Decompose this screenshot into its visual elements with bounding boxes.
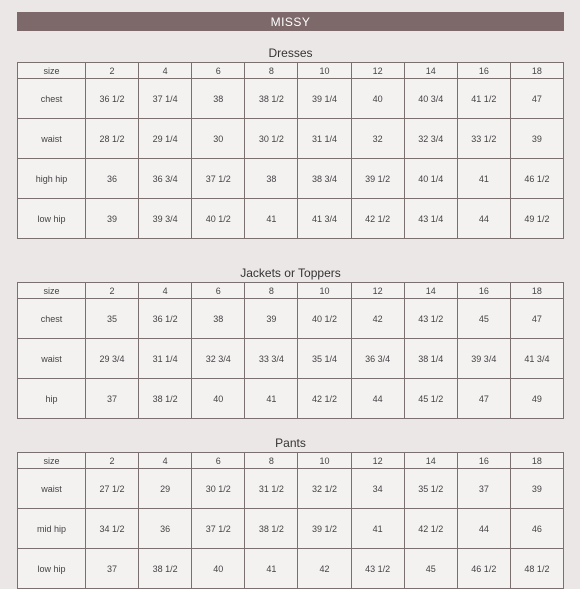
measurement-value: 38 — [245, 159, 298, 199]
measurement-value: 36 — [139, 509, 192, 549]
measurement-value: 42 1/2 — [351, 199, 404, 239]
size-header-cell: 2 — [86, 453, 139, 469]
measurement-label: mid hip — [18, 509, 86, 549]
measurement-value: 49 — [510, 379, 563, 419]
measurement-value: 36 1/2 — [86, 79, 139, 119]
measurement-value: 32 1/2 — [298, 469, 351, 509]
measurement-value: 38 — [192, 299, 245, 339]
measurement-value: 40 — [192, 379, 245, 419]
measurement-value: 36 — [86, 159, 139, 199]
size-header-cell: 2 — [86, 63, 139, 79]
measurement-value: 41 — [245, 199, 298, 239]
measurement-value: 29 — [139, 469, 192, 509]
measurement-value: 42 1/2 — [404, 509, 457, 549]
measurement-value: 33 3/4 — [245, 339, 298, 379]
measurement-value: 36 3/4 — [351, 339, 404, 379]
size-header-cell: 4 — [139, 453, 192, 469]
measurement-value: 39 3/4 — [139, 199, 192, 239]
measurement-value: 36 3/4 — [139, 159, 192, 199]
measurement-value: 38 — [192, 79, 245, 119]
measurement-value: 38 1/4 — [404, 339, 457, 379]
dresses-title: Dresses — [268, 46, 313, 60]
size-header-cell: 10 — [298, 453, 351, 469]
measurement-value: 47 — [457, 379, 510, 419]
size-header-cell: 14 — [404, 283, 457, 299]
measurement-value: 38 1/2 — [245, 509, 298, 549]
measurement-value: 38 3/4 — [298, 159, 351, 199]
measurement-row — [18, 79, 564, 119]
size-header-cell: 4 — [139, 283, 192, 299]
measurement-value: 29 1/4 — [139, 119, 192, 159]
measurement-value: 37 1/2 — [192, 159, 245, 199]
measurement-label: chest — [18, 299, 86, 339]
size-header-cell: 8 — [245, 453, 298, 469]
measurement-value: 49 1/2 — [510, 199, 563, 239]
measurement-label: hip — [18, 379, 86, 419]
measurement-value: 29 3/4 — [86, 339, 139, 379]
measurement-row — [18, 549, 564, 589]
size-header-label: size — [18, 63, 86, 79]
measurement-value: 39 1/2 — [351, 159, 404, 199]
measurement-value: 44 — [457, 199, 510, 239]
size-header-cell: 8 — [245, 283, 298, 299]
measurement-value: 32 3/4 — [404, 119, 457, 159]
measurement-value: 32 3/4 — [192, 339, 245, 379]
measurement-value: 41 — [351, 509, 404, 549]
measurement-label: waist — [18, 469, 86, 509]
measurement-row — [18, 199, 564, 239]
measurement-value: 30 1/2 — [245, 119, 298, 159]
measurement-row — [18, 339, 564, 379]
measurement-value: 39 — [510, 119, 563, 159]
measurement-value: 32 — [351, 119, 404, 159]
measurement-value: 40 1/2 — [192, 199, 245, 239]
measurement-label: waist — [18, 339, 86, 379]
size-header-cell: 6 — [192, 283, 245, 299]
measurement-value: 40 — [351, 79, 404, 119]
size-header-cell: 10 — [298, 283, 351, 299]
measurement-label: low hip — [18, 199, 86, 239]
measurement-value: 42 — [298, 549, 351, 589]
measurement-row — [18, 469, 564, 509]
measurement-value: 35 1/4 — [298, 339, 351, 379]
size-header-cell: 8 — [245, 63, 298, 79]
measurement-row — [18, 379, 564, 419]
measurement-value: 40 — [192, 549, 245, 589]
size-header-cell: 4 — [139, 63, 192, 79]
size-header-cell: 16 — [457, 63, 510, 79]
measurement-value: 40 1/2 — [298, 299, 351, 339]
measurement-value: 38 1/2 — [139, 549, 192, 589]
size-header-label: size — [18, 453, 86, 469]
measurement-value: 47 — [510, 79, 563, 119]
size-header-cell: 10 — [298, 63, 351, 79]
size-header-cell: 12 — [351, 283, 404, 299]
size-header-cell: 12 — [351, 453, 404, 469]
size-header-row — [18, 283, 564, 299]
size-header-cell: 2 — [86, 283, 139, 299]
measurement-value: 30 1/2 — [192, 469, 245, 509]
measurement-row — [18, 509, 564, 549]
size-header-row — [18, 63, 564, 79]
measurement-value: 38 1/2 — [245, 79, 298, 119]
measurement-value: 41 3/4 — [298, 199, 351, 239]
measurement-value: 42 — [351, 299, 404, 339]
pants-title: Pants — [275, 436, 306, 450]
measurement-value: 41 1/2 — [457, 79, 510, 119]
measurement-value: 34 — [351, 469, 404, 509]
measurement-value: 39 — [86, 199, 139, 239]
measurement-value: 45 — [404, 549, 457, 589]
size-header-label: size — [18, 283, 86, 299]
size-header-cell: 6 — [192, 63, 245, 79]
measurement-value: 35 1/2 — [404, 469, 457, 509]
measurement-value: 40 3/4 — [404, 79, 457, 119]
measurement-value: 27 1/2 — [86, 469, 139, 509]
size-header-cell: 18 — [510, 283, 563, 299]
measurement-label: low hip — [18, 549, 86, 589]
size-header-cell: 18 — [510, 63, 563, 79]
measurement-value: 37 — [86, 379, 139, 419]
measurement-value: 43 1/2 — [404, 299, 457, 339]
measurement-row — [18, 299, 564, 339]
size-header-cell: 18 — [510, 453, 563, 469]
measurement-value: 31 1/2 — [245, 469, 298, 509]
measurement-value: 45 1/2 — [404, 379, 457, 419]
measurement-value: 47 — [510, 299, 563, 339]
measurement-value: 35 — [86, 299, 139, 339]
jackets-size-table — [17, 282, 564, 419]
size-header-cell: 6 — [192, 453, 245, 469]
size-header-row — [18, 453, 564, 469]
measurement-value: 37 1/4 — [139, 79, 192, 119]
measurement-value: 46 1/2 — [510, 159, 563, 199]
measurement-value: 43 1/2 — [351, 549, 404, 589]
measurement-value: 40 1/4 — [404, 159, 457, 199]
size-header-cell: 16 — [457, 453, 510, 469]
measurement-value: 48 1/2 — [510, 549, 563, 589]
measurement-value: 28 1/2 — [86, 119, 139, 159]
measurement-value: 39 1/4 — [298, 79, 351, 119]
measurement-value: 46 1/2 — [457, 549, 510, 589]
measurement-value: 46 — [510, 509, 563, 549]
measurement-value: 39 — [245, 299, 298, 339]
size-header-cell: 14 — [404, 453, 457, 469]
measurement-value: 36 1/2 — [139, 299, 192, 339]
measurement-value: 41 — [245, 549, 298, 589]
measurement-value: 38 1/2 — [139, 379, 192, 419]
measurement-value: 39 3/4 — [457, 339, 510, 379]
measurement-value: 31 1/4 — [298, 119, 351, 159]
measurement-label: high hip — [18, 159, 86, 199]
measurement-value: 41 3/4 — [510, 339, 563, 379]
measurement-value: 41 — [457, 159, 510, 199]
size-header-cell: 12 — [351, 63, 404, 79]
jackets-title: Jackets or Toppers — [240, 266, 341, 280]
measurement-value: 43 1/4 — [404, 199, 457, 239]
measurement-value: 39 — [510, 469, 563, 509]
measurement-value: 31 1/4 — [139, 339, 192, 379]
measurement-value: 30 — [192, 119, 245, 159]
size-header-cell: 14 — [404, 63, 457, 79]
measurement-label: chest — [18, 79, 86, 119]
banner-title: MISSY — [270, 14, 311, 29]
measurement-value: 42 1/2 — [298, 379, 351, 419]
measurement-value: 45 — [457, 299, 510, 339]
measurement-value: 37 — [457, 469, 510, 509]
measurement-value: 39 1/2 — [298, 509, 351, 549]
measurement-label: waist — [18, 119, 86, 159]
measurement-value: 41 — [245, 379, 298, 419]
measurement-value: 44 — [351, 379, 404, 419]
measurement-value: 34 1/2 — [86, 509, 139, 549]
dresses-size-table — [17, 62, 564, 239]
measurement-value: 37 — [86, 549, 139, 589]
measurement-row — [18, 119, 564, 159]
missy-banner — [17, 12, 564, 31]
measurement-row — [18, 159, 564, 199]
pants-size-table — [17, 452, 564, 589]
size-header-cell: 16 — [457, 283, 510, 299]
measurement-value: 33 1/2 — [457, 119, 510, 159]
measurement-value: 37 1/2 — [192, 509, 245, 549]
measurement-value: 44 — [457, 509, 510, 549]
